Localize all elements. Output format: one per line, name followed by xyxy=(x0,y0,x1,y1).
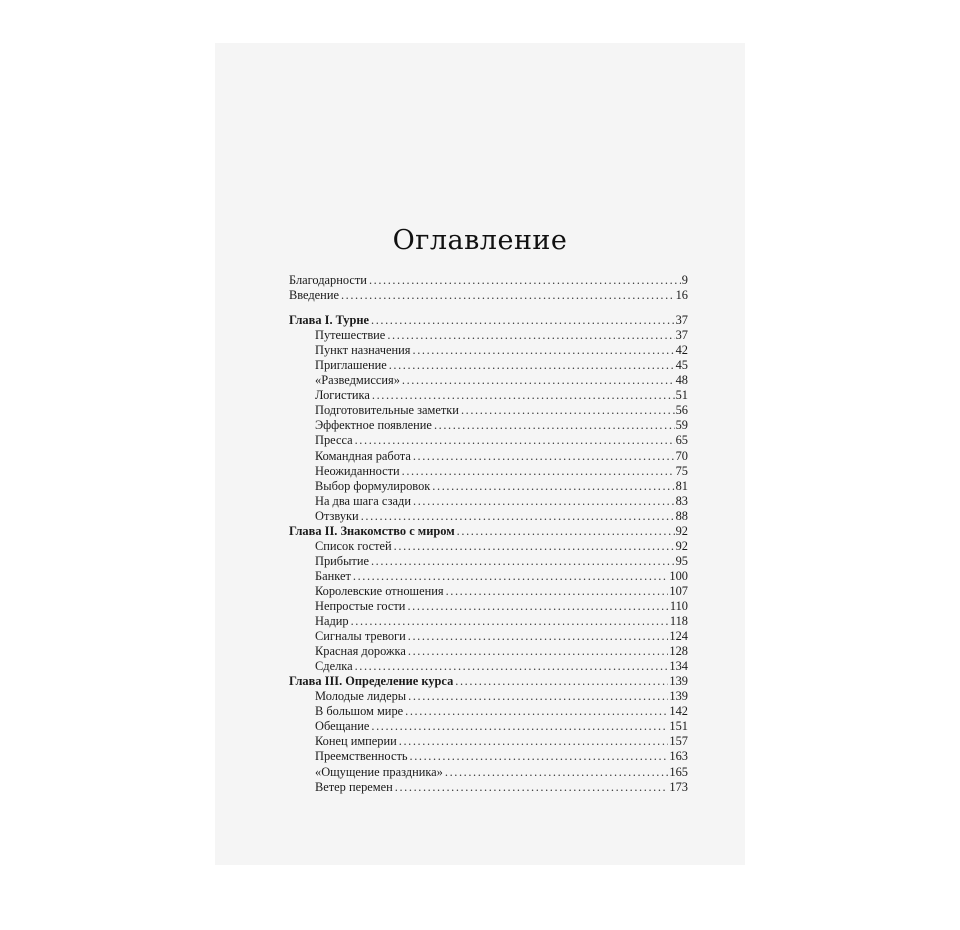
toc-entry xyxy=(289,433,688,448)
toc-entry xyxy=(289,343,688,358)
toc-entry xyxy=(289,273,688,288)
toc-page-number: 65 xyxy=(675,433,688,448)
table-of-contents xyxy=(289,273,688,795)
dot-leader xyxy=(385,328,674,343)
toc-entry xyxy=(289,464,688,479)
toc-page-number: 48 xyxy=(675,373,688,388)
dot-leader xyxy=(443,765,669,780)
dot-leader xyxy=(351,569,669,584)
toc-entry-label: Командная работа xyxy=(315,448,411,463)
toc-page-number: 70 xyxy=(675,448,688,463)
toc-entry xyxy=(289,780,688,795)
toc-entry xyxy=(289,629,688,644)
toc-entry-label: Ветер перемен xyxy=(315,779,393,794)
dot-leader xyxy=(406,644,669,659)
toc-entry-label: Банкет xyxy=(315,568,351,583)
toc-entry-label: Надир xyxy=(315,614,349,629)
toc-entry-label: Молодые лидеры xyxy=(315,689,407,704)
toc-entry xyxy=(289,659,688,674)
dot-leader xyxy=(393,780,669,795)
toc-entry-label: На два шага сзади xyxy=(315,493,411,508)
toc-entry xyxy=(289,765,688,780)
toc-entry-label: Глава I. Турне xyxy=(289,313,370,328)
toc-page-number: 100 xyxy=(669,568,688,583)
toc-entry-label: Преемственность xyxy=(315,749,408,764)
toc-entry-label: «Ощущение праздника» xyxy=(315,764,443,779)
toc-page-number: 128 xyxy=(669,644,688,659)
toc-page-number: 151 xyxy=(669,719,688,734)
dot-leader xyxy=(455,524,675,539)
toc-page-number: 16 xyxy=(675,288,688,303)
dot-leader xyxy=(353,433,675,448)
toc-page-number: 139 xyxy=(669,674,688,689)
toc-entry-label: Красная дорожка xyxy=(315,644,406,659)
toc-entry xyxy=(289,373,688,388)
toc-entry-label: Эффектное появление xyxy=(315,418,432,433)
toc-page-number: 59 xyxy=(675,418,688,433)
toc-entry xyxy=(289,449,688,464)
toc-entry-label: Сделка xyxy=(315,659,353,674)
toc-entry xyxy=(289,584,688,599)
dot-leader xyxy=(392,539,675,554)
toc-page-number: 37 xyxy=(675,328,688,343)
toc-entry xyxy=(289,644,688,659)
dot-leader xyxy=(369,554,675,569)
dot-leader xyxy=(453,674,668,689)
toc-entry xyxy=(289,509,688,524)
toc-entry-label: «Разведмиссия» xyxy=(315,373,400,388)
dot-leader xyxy=(444,584,669,599)
toc-page-number: 9 xyxy=(681,273,688,287)
toc-page-number: 37 xyxy=(675,313,688,328)
dot-leader xyxy=(367,273,681,288)
toc-entry xyxy=(289,403,688,418)
toc-entry xyxy=(289,719,688,734)
toc-page-number: 142 xyxy=(669,704,688,719)
toc-entry-label: Выбор формулировок xyxy=(315,478,431,493)
toc-page-number: 165 xyxy=(669,764,688,779)
toc-entry-label: Конец империи xyxy=(315,734,397,749)
dot-leader xyxy=(408,749,669,764)
toc-entry-label: Путешествие xyxy=(315,328,386,343)
toc-page-number: 110 xyxy=(669,598,688,613)
toc-page-number: 75 xyxy=(675,463,688,478)
dot-leader xyxy=(339,288,675,303)
dot-leader xyxy=(403,704,668,719)
toc-entry-label: Отзвуки xyxy=(315,508,359,523)
toc-page-number: 88 xyxy=(675,508,688,523)
dot-leader xyxy=(411,449,675,464)
toc-entry-label: Глава II. Знакомство с миром xyxy=(289,523,455,538)
toc-page-number: 163 xyxy=(669,749,688,764)
toc-entry-label: Сигналы тревоги xyxy=(315,629,406,644)
dot-leader xyxy=(359,509,675,524)
toc-page-number: 42 xyxy=(675,343,688,358)
toc-page-number: 157 xyxy=(669,734,688,749)
toc-page-number: 92 xyxy=(675,523,688,538)
toc-page-number: 45 xyxy=(675,358,688,373)
toc-page-number: 83 xyxy=(675,493,688,508)
dot-leader xyxy=(400,464,675,479)
dot-leader xyxy=(405,599,668,614)
dot-leader xyxy=(397,734,669,749)
toc-entry xyxy=(289,734,688,749)
toc-page-number: 56 xyxy=(675,403,688,418)
toc-entry xyxy=(289,418,688,433)
toc-entry xyxy=(289,614,688,629)
toc-entry xyxy=(289,388,688,403)
toc-entry-label: Непростые гости xyxy=(315,598,406,613)
toc-chapter-entry xyxy=(289,674,688,689)
dot-leader xyxy=(459,403,675,418)
toc-entry-label: Королевские отношения xyxy=(315,583,444,598)
dot-leader xyxy=(411,494,675,509)
dot-leader xyxy=(430,479,674,494)
book-page xyxy=(215,43,745,865)
toc-entry xyxy=(289,288,688,303)
toc-chapter-entry xyxy=(289,524,688,539)
toc-page-number: 92 xyxy=(675,538,688,553)
toc-page-number: 107 xyxy=(669,583,688,598)
toc-entry xyxy=(289,328,688,343)
toc-page-number: 134 xyxy=(669,659,688,674)
toc-page-number: 81 xyxy=(675,478,688,493)
toc-entry-label: Подготовительные заметки xyxy=(315,403,459,418)
toc-entry xyxy=(289,479,688,494)
toc-page-number: 95 xyxy=(675,553,688,568)
dot-leader xyxy=(370,388,675,403)
toc-entry-label: Глава III. Определение курса xyxy=(289,674,454,689)
dot-leader xyxy=(349,614,669,629)
toc-entry xyxy=(289,599,688,614)
toc-entry xyxy=(289,554,688,569)
dot-leader xyxy=(387,358,675,373)
toc-entry xyxy=(289,539,688,554)
toc-page-number: 139 xyxy=(669,689,688,704)
toc-entry-label: Логистика xyxy=(315,388,370,403)
toc-entry xyxy=(289,358,688,373)
toc-entry-label: В большом мире xyxy=(315,704,404,719)
toc-entry xyxy=(289,689,688,704)
toc-chapter-entry xyxy=(289,313,688,328)
toc-entry-label: Список гостей xyxy=(315,538,392,553)
page-title: Оглавление xyxy=(392,225,568,256)
toc-entry-label: Обещание xyxy=(315,719,370,734)
toc-entry-label: Пункт назначения xyxy=(315,343,411,358)
dot-leader xyxy=(406,629,669,644)
dot-leader xyxy=(406,689,668,704)
dot-leader xyxy=(369,719,668,734)
toc-entry-label: Благодарности xyxy=(289,273,367,287)
toc-entry-label: Приглашение xyxy=(315,358,387,373)
dot-leader xyxy=(369,313,675,328)
toc-entry-label: Введение xyxy=(289,288,339,303)
toc-page-number: 173 xyxy=(669,779,688,794)
toc-entry xyxy=(289,749,688,764)
dot-leader xyxy=(353,659,669,674)
toc-page-number: 51 xyxy=(675,388,688,403)
toc-entry xyxy=(289,569,688,584)
dot-leader xyxy=(432,418,675,433)
toc-entry-label: Неожиданности xyxy=(315,463,400,478)
toc-entry xyxy=(289,704,688,719)
toc-page-number: 118 xyxy=(669,614,688,629)
toc-page-number: 124 xyxy=(669,629,688,644)
toc-entry-label: Прибытие xyxy=(315,553,369,568)
dot-leader xyxy=(400,373,675,388)
toc-entry xyxy=(289,494,688,509)
dot-leader xyxy=(411,343,675,358)
toc-entry-label: Пресса xyxy=(315,433,353,448)
